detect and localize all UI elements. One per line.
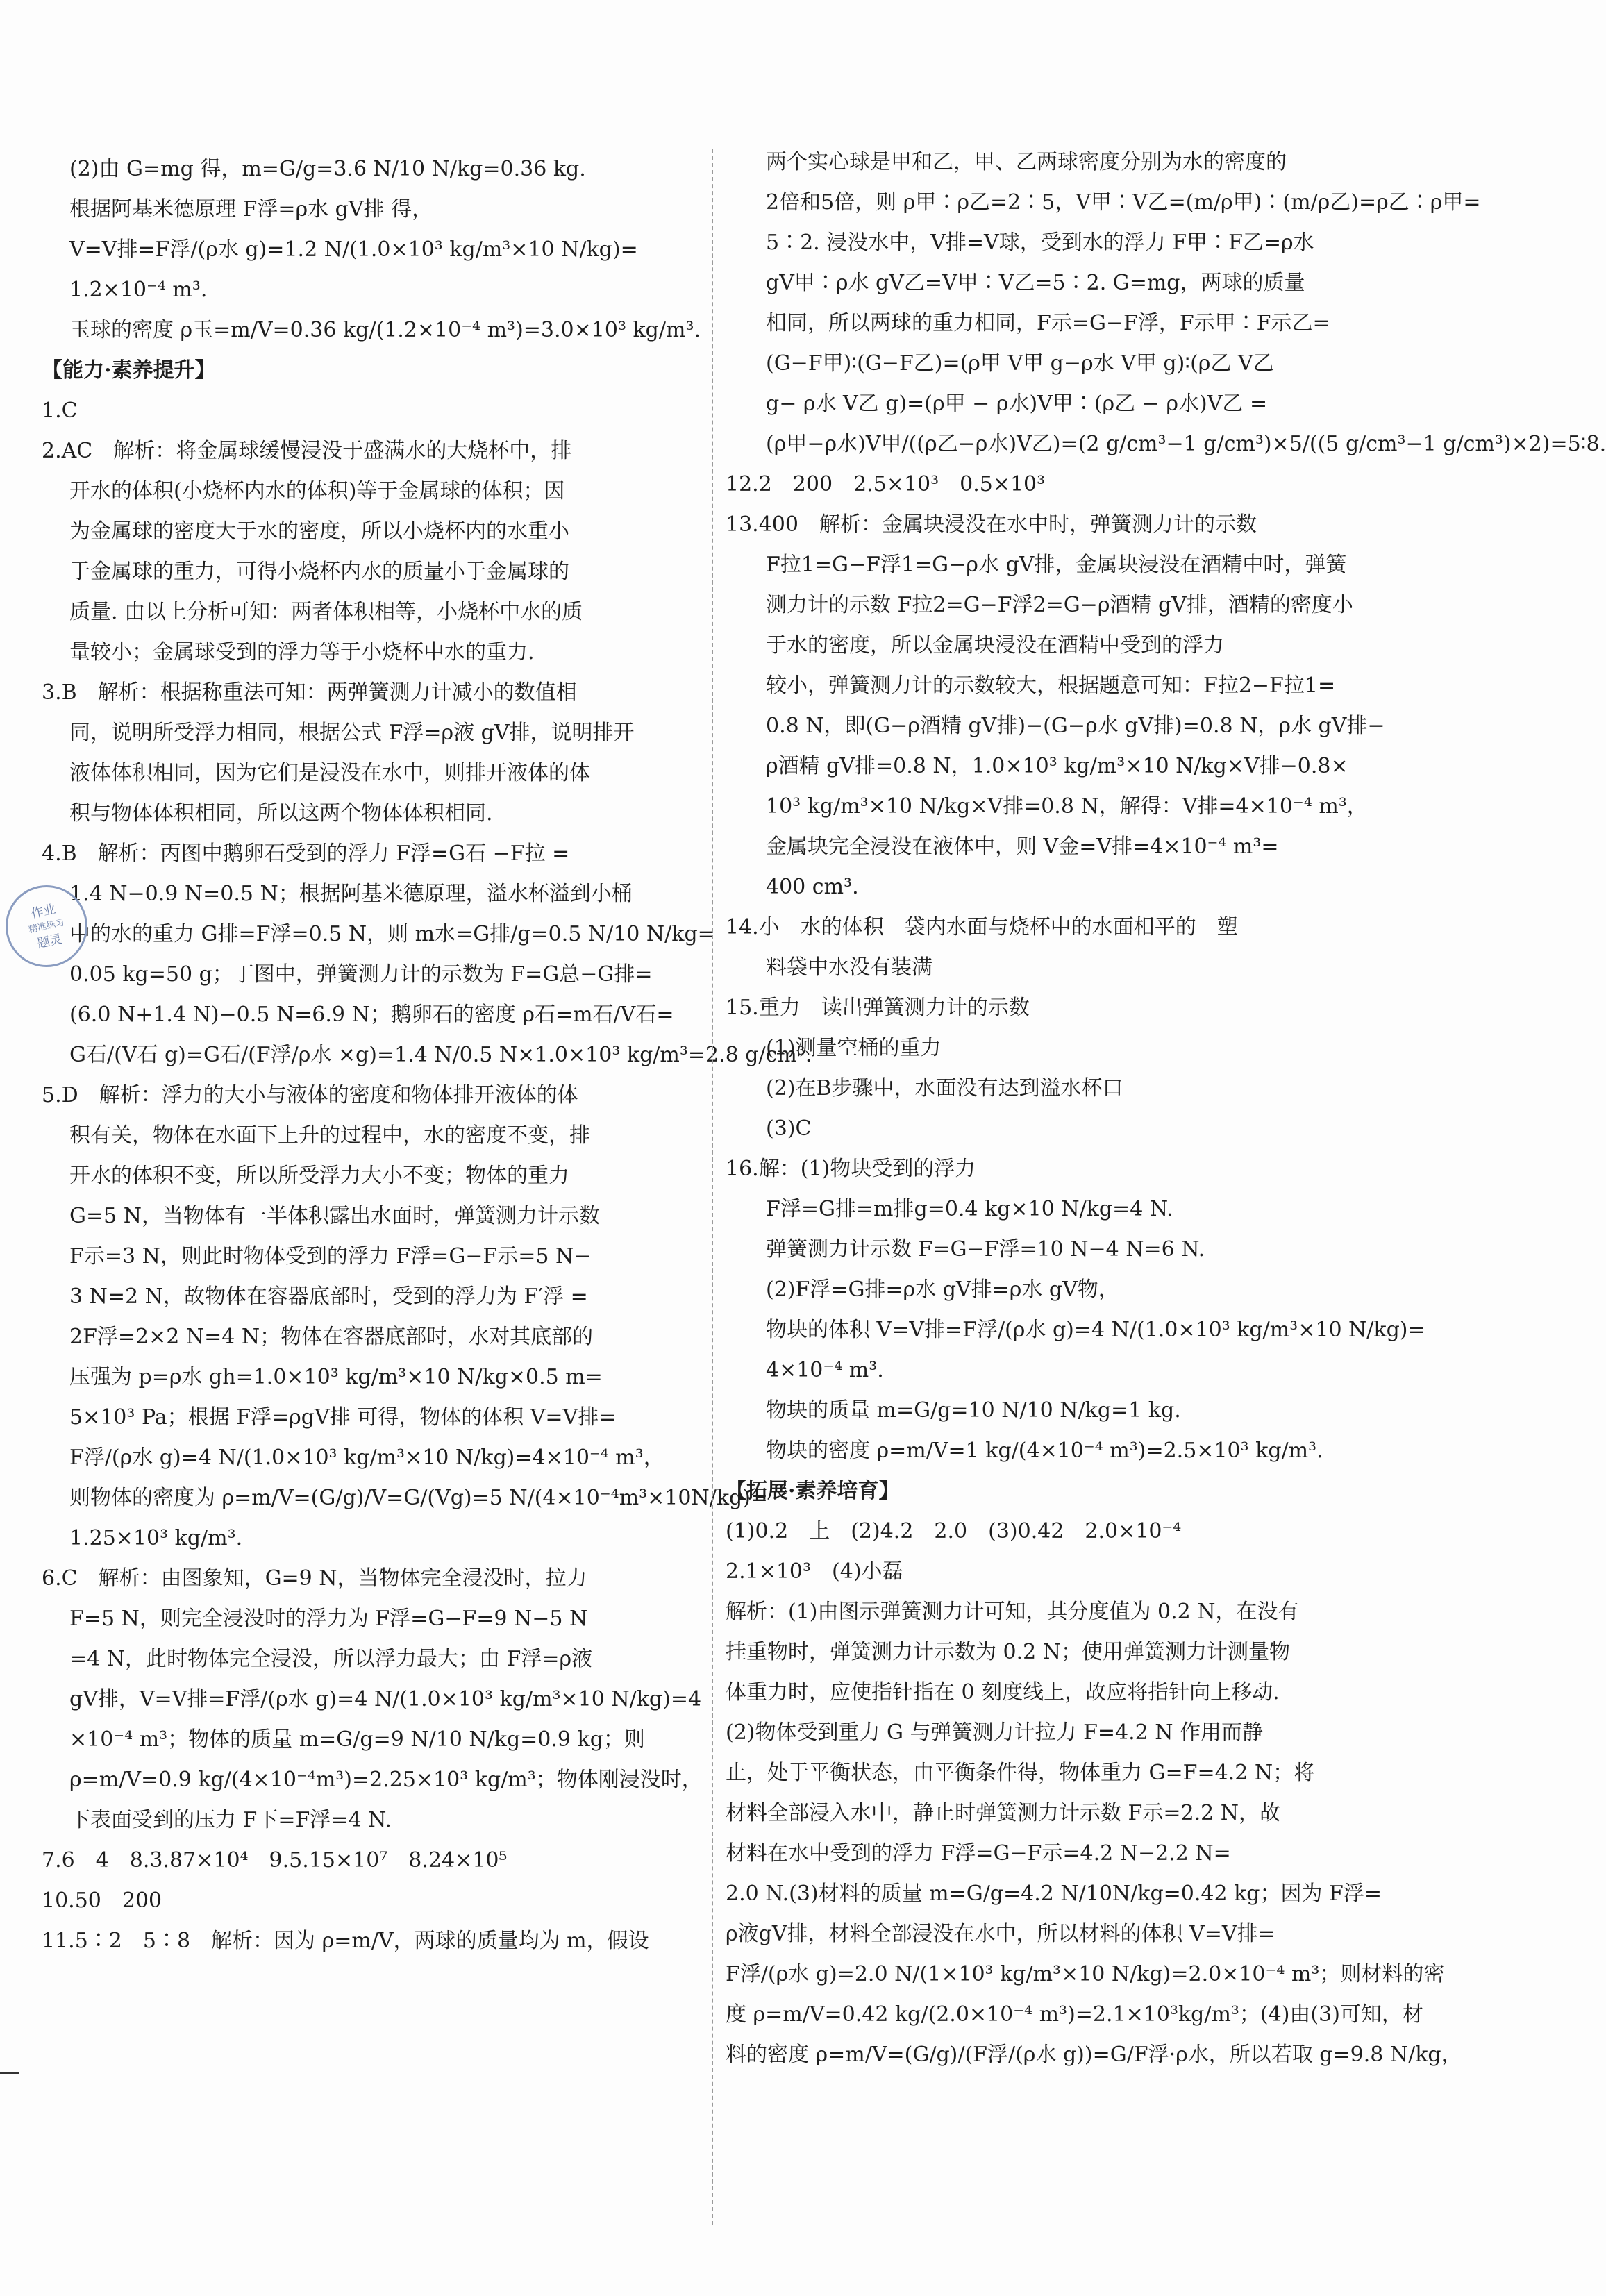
text-line: 金属块完全浸没在液体中，则 V金=V排=4×10⁻⁴ m³= — [766, 835, 1279, 859]
text-line: 质量. 由以上分析可知：两者体积相等，小烧杯中水的质 — [69, 600, 583, 624]
answer-item: 11.5∶2 5∶8 解析：因为 ρ=m/V，两球的质量均为 m，假设 — [42, 1929, 649, 1953]
text-line: 材料在水中受到的浮力 F浮=G−F示=4.2 N−2.2 N= — [726, 1841, 1231, 1866]
text-line: (1)0.2 上 (2)4.2 2.0 (3)0.42 2.0×10⁻⁴ — [726, 1519, 1182, 1543]
text-line: (G−F甲)∶(G−F乙)=(ρ甲 V甲 g−ρ水 V甲 g)∶(ρ乙 V乙 — [766, 351, 1274, 376]
text-line: ×10⁻⁴ m³；物体的质量 m=G/g=9 N/10 N/kg=0.9 kg；则 — [69, 1727, 645, 1752]
text-line: 积与物体体积相同，所以这两个物体体积相同. — [69, 801, 493, 826]
text-line: 压强为 p=ρ水 gh=1.0×10³ kg/m³×10 N/kg×0.5 m= — [69, 1365, 603, 1389]
text-line: 玉球的密度 ρ玉=m/V=0.36 kg/(1.2×10⁻⁴ m³)=3.0×10³ kg/m³. — [69, 318, 701, 342]
text-line: 测力计的示数 F拉2=G−F浮2=G−ρ酒精 gV排，酒精的密度小 — [766, 593, 1353, 617]
text-line: F拉1=G−F浮1=G−ρ水 gV排，金属块浸没在酒精中时，弹簧 — [766, 553, 1347, 577]
text-line: G=5 N，当物体有一半体积露出水面时，弹簧测力计示数 — [69, 1204, 600, 1228]
text-line: 止，处于平衡状态，由平衡条件得，物体重力 G=F=4.2 N；将 — [726, 1761, 1315, 1785]
text-line: (2)由 G=mg 得，m=G/g=3.6 N/10 N/kg=0.36 kg. — [69, 157, 586, 181]
text-line: (2)F浮=G排=ρ水 gV排=ρ水 gV物， — [766, 1277, 1119, 1302]
text-line: 2.1×10³ (4)小磊 — [726, 1559, 903, 1584]
stamp-line-2: 精准练习 — [28, 917, 66, 936]
answer-item: 3.B 解析：根据称重法可知：两弹簧测力计减小的数值相 — [42, 680, 577, 705]
text-line: 较小，弹簧测力计的示数较大，根据题意可知：F拉2−F拉1= — [766, 673, 1336, 698]
answer-item: 2.AC 解析：将金属球缓慢浸没于盛满水的大烧杯中，排 — [42, 439, 572, 463]
text-line: 于水的密度，所以金属块浸没在酒精中受到的浮力 — [766, 633, 1224, 657]
section-heading: 【拓展·素养培育】 — [726, 1479, 900, 1503]
answer-item: 6.C 解析：由图象知，G=9 N，当物体完全浸没时，拉力 — [42, 1566, 587, 1591]
text-line: 下表面受到的压力 F下=F浮=4 N. — [69, 1808, 392, 1832]
text-line: 液体体积相同，因为它们是浸没在水中，则排开液体的体 — [69, 761, 590, 785]
text-line: gV排，V=V排=F浮/(ρ水 g)=4 N/(1.0×10³ kg/m³×10 N/kg)=4 — [69, 1687, 702, 1711]
stamp-line-1: 作业 — [29, 901, 58, 921]
answer-item: 14.小 水的体积 袋内水面与烧杯中的水面相平的 塑 — [726, 915, 1238, 939]
text-line: 10³ kg/m³×10 N/kg×V排=0.8 N，解得：V排=4×10⁻⁴ m³， — [766, 794, 1368, 819]
text-line: F浮/(ρ水 g)=4 N/(1.0×10³ kg/m³×10 N/kg)=4×10⁻⁴ m³， — [69, 1446, 664, 1470]
text-line: 则物体的密度为 ρ=m/V=(G/g)/V=G/(Vg)=5 N/(4×10⁻⁴m³×10N/kg)= — [69, 1486, 769, 1510]
text-line: 材料全部浸入水中，静止时弹簧测力计示数 F示=2.2 N，故 — [726, 1801, 1280, 1825]
text-line: gV甲∶ρ水 gV乙=V甲∶V乙=5∶2. G=mg，两球的质量 — [766, 271, 1305, 295]
answer-item: 4.B 解析：丙图中鹅卵石受到的浮力 F浮=G石 −F拉 = — [42, 841, 570, 866]
text-line: V=V排=F浮/(ρ水 g)=1.2 N/(1.0×10³ kg/m³×10 N/kg)= — [69, 237, 638, 262]
text-line: 1.25×10³ kg/m³. — [69, 1526, 243, 1550]
page-edge-mark — [0, 2072, 19, 2074]
text-line: 2F浮=2×2 N=4 N；物体在容器底部时，水对其底部的 — [69, 1325, 594, 1349]
text-line: 于金属球的重力，可得小烧杯内水的质量小于金属球的 — [69, 560, 569, 584]
text-line: F浮/(ρ水 g)=2.0 N/(1×10³ kg/m³×10 N/kg)=2.0×10⁻⁴ m³；则材料的密 — [726, 1962, 1445, 1986]
text-line: F浮=G排=m排g=0.4 kg×10 N/kg=4 N. — [766, 1197, 1173, 1221]
text-line: 量较小；金属球受到的浮力等于小烧杯中水的重力. — [69, 640, 535, 664]
text-line: 0.8 N，即(G−ρ酒精 gV排)−(G−ρ水 gV排)=0.8 N，ρ水 gV排− — [766, 714, 1385, 738]
text-line: 挂重物时，弹簧测力计示数为 0.2 N；使用弹簧测力计测量物 — [726, 1640, 1291, 1664]
text-line: (6.0 N+1.4 N)−0.5 N=6.9 N；鹅卵石的密度 ρ石=m石/V石= — [69, 1003, 674, 1027]
text-line: (3)C — [766, 1116, 812, 1141]
text-line: 2倍和5倍，则 ρ甲∶ρ乙=2∶5，V甲∶V乙=(m/ρ甲)∶(m/ρ乙)=ρ乙∶ρ甲= — [766, 190, 1481, 215]
text-line: g− ρ水 V乙 g)=(ρ甲 − ρ水)V甲∶(ρ乙 − ρ水)V乙 = — [766, 392, 1268, 416]
text-line: F示=3 N，则此时物体受到的浮力 F浮=G−F示=5 N− — [69, 1244, 592, 1268]
text-line: 相同，所以两球的重力相同，F示=G−F浮，F示甲∶F示乙= — [766, 311, 1330, 335]
text-line: ρ酒精 gV排=0.8 N，1.0×10³ kg/m³×10 N/kg×V排−0.8× — [766, 754, 1348, 778]
answer-item: 16.解：(1)物块受到的浮力 — [726, 1157, 976, 1181]
text-line: 物块的密度 ρ=m/V=1 kg/(4×10⁻⁴ m³)=2.5×10³ kg/m³. — [766, 1439, 1323, 1463]
text-line: =4 N，此时物体完全浸没，所以浮力最大；由 F浮=ρ液 — [69, 1647, 593, 1671]
text-line: (2)物体受到重力 G 与弹簧测力计拉力 F=4.2 N 作用而静 — [726, 1720, 1264, 1745]
text-line: 根据阿基米德原理 F浮=ρ水 gV排 得， — [69, 197, 433, 221]
text-line: 物块的体积 V=V排=F浮/(ρ水 g)=4 N/(1.0×10³ kg/m³×10 N/kg)= — [766, 1318, 1425, 1342]
text-line: 物块的质量 m=G/g=10 N/10 N/kg=1 kg. — [766, 1398, 1181, 1423]
text-line: G石/(V石 g)=G石/(F浮/ρ水 ×g)=1.4 N/0.5 N×1.0×10³ kg/m³=2.8 g/cm³. — [69, 1043, 812, 1067]
right-column — [726, 142, 1606, 2075]
text-line: 1.2×10⁻⁴ m³. — [69, 278, 208, 302]
text-line: 3 N=2 N，故物体在容器底部时，受到的浮力为 F′浮 = — [69, 1284, 588, 1309]
text-line: ρ液gV排，材料全部浸没在水中，所以材料的体积 V=V排= — [726, 1922, 1275, 1946]
answer-item: 13.400 解析：金属块浸没在水中时，弹簧测力计的示数 — [726, 512, 1257, 537]
text-line: (1)测量空桶的重力 — [766, 1036, 942, 1060]
answer-item: 10.50 200 — [42, 1888, 162, 1913]
text-line: 同，说明所受浮力相同，根据公式 F浮=ρ液 gV排，说明排开 — [69, 721, 635, 745]
text-line: 开水的体积不变，所以所受浮力大小不变；物体的重力 — [69, 1164, 569, 1188]
text-line: 400 cm³. — [766, 875, 859, 899]
text-line: 5×10³ Pa；根据 F浮=ρgV排 可得，物体的体积 V=V排= — [69, 1405, 617, 1430]
text-line: 两个实心球是甲和乙，甲、乙两球密度分别为水的密度的 — [766, 150, 1287, 174]
answer-item: 7.6 4 8.3.87×10⁴ 9.5.15×10⁷ 8.24×10⁵ — [42, 1848, 508, 1872]
text-line: 2.0 N.(3)材料的质量 m=G/g=4.2 N/10N/kg=0.42 kg；因为 F浮= — [726, 1882, 1382, 1906]
answer-item: 1.C — [42, 399, 78, 423]
text-line: 料袋中水没有装满 — [766, 955, 932, 980]
column-divider — [712, 149, 713, 2225]
text-line: 度 ρ=m/V=0.42 kg/(2.0×10⁻⁴ m³)=2.1×10³kg/m³；(4)由(3)可知，材 — [726, 2002, 1423, 2027]
section-heading: 【能力·素养提升】 — [42, 358, 216, 383]
text-line: 中的水的重力 G排=F浮=0.5 N，则 m水=G排/g=0.5 N/10 N/kg= — [69, 922, 715, 946]
answer-item: 15.重力 读出弹簧测力计的示数 — [726, 996, 1030, 1020]
text-line: 体重力时，应使指针指在 0 刻度线上，故应将指针向上移动. — [726, 1680, 1280, 1704]
answer-item: 5.D 解析：浮力的大小与液体的密度和物体排开液体的体 — [42, 1083, 578, 1107]
text-line: (2)在B步骤中，水面没有达到溢水杯口 — [766, 1076, 1123, 1100]
text-line: 积有关，物体在水面下上升的过程中，水的密度不变，排 — [69, 1123, 590, 1148]
text-line: 开水的体积(小烧杯内水的体积)等于金属球的体积；因 — [69, 479, 565, 503]
stamp-line-3: 题灵 — [35, 931, 64, 952]
text-line: 1.4 N−0.9 N=0.5 N；根据阿基米德原理，溢水杯溢到小桶 — [69, 882, 633, 906]
text-line: 弹簧测力计示数 F=G−F浮=10 N−4 N=6 N. — [766, 1237, 1205, 1262]
text-line: 5∶2. 浸没水中，V排=V球，受到水的浮力 F甲∶F乙=ρ水 — [766, 231, 1314, 255]
text-line: ρ=m/V=0.9 kg/(4×10⁻⁴m³)=2.25×10³ kg/m³；物体刚浸没时， — [69, 1768, 703, 1792]
text-line: 料的密度 ρ=m/V=(G/g)/(F浮/(ρ水 g))=G/F浮·ρ水，所以若取 g=9.8 N/kg， — [726, 2043, 1462, 2067]
text-line: (ρ甲−ρ水)V甲/((ρ乙−ρ水)V乙)=(2 g/cm³−1 g/cm³)×5/((5 g/cm³−1 g/cm³)×2)=5∶8. — [766, 432, 1606, 456]
text-line: 4×10⁻⁴ m³. — [766, 1358, 884, 1382]
text-line: 0.05 kg=50 g；丁图中，弹簧测力计的示数为 F=G总−G排= — [69, 962, 653, 987]
answer-item: 12.2 200 2.5×10³ 0.5×10³ — [726, 472, 1046, 496]
text-line: 为金属球的密度大于水的密度，所以小烧杯内的水重小 — [69, 519, 569, 544]
answer-item: 解析：(1)由图示弹簧测力计可知，其分度值为 0.2 N，在没有 — [726, 1600, 1299, 1624]
text-line: F=5 N，则完全浸没时的浮力为 F浮=G−F=9 N−5 N — [69, 1607, 588, 1631]
